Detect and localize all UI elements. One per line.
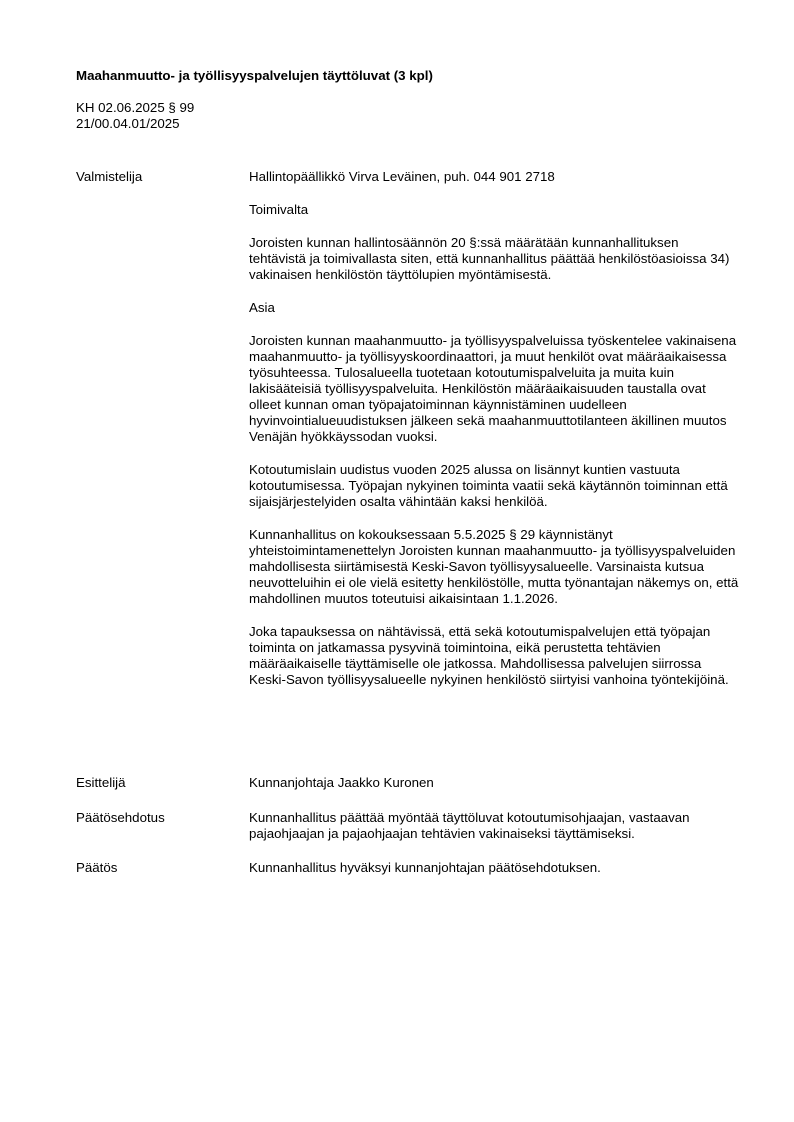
content-valmistelija	[249, 169, 739, 688]
record-number: 21/00.04.01/2025	[76, 116, 180, 131]
content-paatos: Kunnanhallitus hyväksyi kunnanjohtajan päätösehdotuksen.	[249, 860, 601, 875]
label-paatosehdotus: Päätösehdotus	[76, 810, 165, 825]
matter-paragraph-4: Joka tapauksessa on nähtävissä, että sekä kotoutumispalvelujen että työpajan toiminta on jatkamassa pysyvinä toimintoina, eikä perustetta tehtävien määräaikaiselle täyttämiselle ole jatkossa. Mahdollisessa palvelujen siirrossa Keski-Savon työllisyysalueelle nykyinen henkilöstö siirtyisi vanhoina työntekijöinä.	[249, 624, 729, 687]
label-paatos: Päätös	[76, 860, 118, 875]
matter-paragraph-1: Joroisten kunnan maahanmuutto- ja työllisyyspalveluissa työskentelee vakinaisena maahanmuutto- ja työllisyyskoordinaattori, ja muut henkilöt ovat määräaikaisessa työsuhteessa. Tulosalueella tuotetaan kotoutumispalveluita ja muita kuin lakisääteisiä työllisyyspalveluita. Henkilöstön määräaikaisuuden taustalla ovat olleet kunnan oman työpajatoiminnan käynnistäminen uudelleen hyvinvointialueuudistuksen jälkeen sekä maahanmuuttotilanteen äkillinen muutos Venäjän hyökkäyssodan vuoksi.	[249, 333, 737, 444]
matter-paragraph-3: Kunnanhallitus on kokouksessaan 5.5.2025 § 29 käynnistänyt yhteistoimintamenettelyn Joroisten kunnan maahanmuutto- ja työllisyyspalveluiden mahdollisesta siirtämisestä Keski-Savon työllisyysalueelle. Varsinaista kutsua neuvotteluihin ei ole vielä esitetty henkilöstölle, mutta työnantajan näkemys on, että mahdollinen muutos toteutuisi aikaisintaan 1.1.2026.	[249, 527, 739, 606]
authority-paragraph: Joroisten kunnan hallintosäännön 20 §:ssä määrätään kunnanhallituksen tehtävistä ja toimivallasta siten, että kunnanhallitus päättää henkilöstöasioissa 34) vakinaisen henkilöstön täyttölupien myöntämisestä.	[249, 235, 730, 282]
heading-asia: Asia	[249, 300, 275, 315]
label-esittelija: Esittelijä	[76, 775, 126, 790]
preparer-line: Hallintopäällikkö Virva Leväinen, puh. 044 901 2718	[249, 169, 555, 184]
heading-toimivalta: Toimivalta	[249, 202, 309, 217]
content-esittelija: Kunnanjohtaja Jaakko Kuronen	[249, 775, 434, 790]
label-valmistelija: Valmistelija	[76, 169, 143, 184]
matter-paragraph-2: Kotoutumislain uudistus vuoden 2025 alussa on lisännyt kuntien vastuuta kotoutumisessa. Työpajan nykyinen toiminta vaatii sekä käytännön toiminnan että sijaisjärjestelyiden osalta vähintään kaksi henkilöä.	[249, 462, 728, 509]
meeting-reference: KH 02.06.2025 § 99	[76, 100, 195, 115]
document-meta	[76, 100, 194, 132]
document-title: Maahanmuutto- ja työllisyyspalvelujen täyttöluvat (3 kpl)	[76, 68, 433, 83]
content-paatosehdotus: Kunnanhallitus päättää myöntää täyttöluvat kotoutumisohjaajan, vastaavan pajaohjaajan ja pajaohjaajan tehtävien vakinaiseksi täyttämiseksi.	[249, 810, 690, 841]
